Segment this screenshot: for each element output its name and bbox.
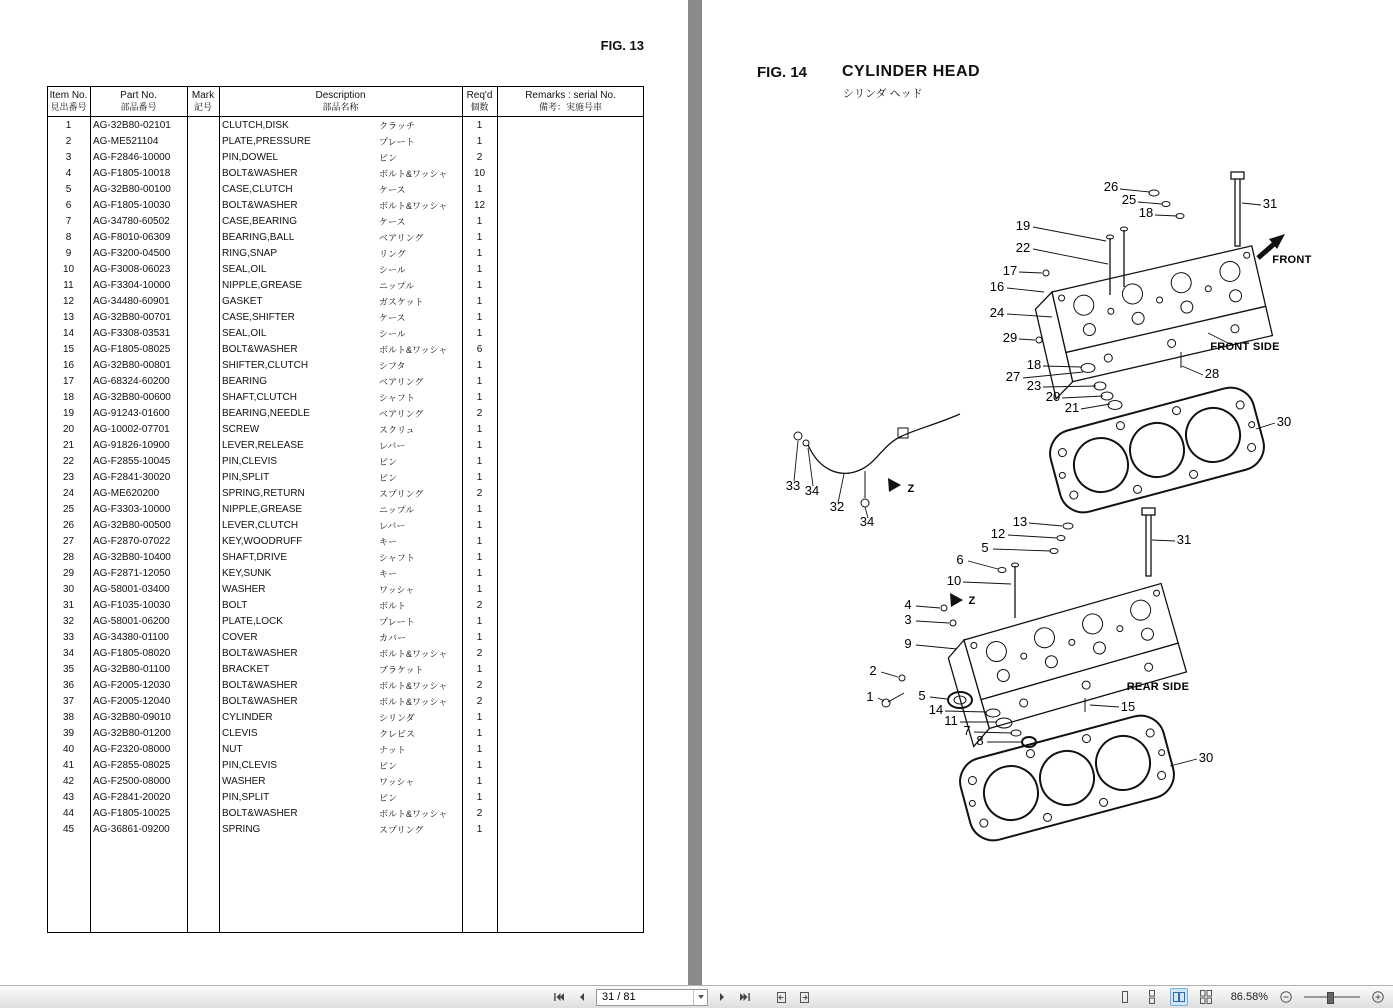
table-row: 1 AG-32B80-02101 CLUTCH,DISK クラッチ 1 — [65, 120, 483, 131]
table-row: 45 AG-36861-09200 SPRING スプリング 1 — [62, 824, 483, 835]
svg-text:FRONT: FRONT — [1272, 254, 1312, 266]
svg-text:27: 27 — [1005, 369, 1021, 384]
table-row: 2 AG-ME521104 PLATE,PRESSURE プレート 1 — [65, 136, 483, 147]
pdf-toolbar — [0, 985, 1393, 1008]
previous-view-icon — [775, 991, 788, 1004]
last-page-button[interactable] — [736, 988, 754, 1006]
table-row: 13 AG-32B80-00701 CASE,SHIFTER ケース 1 — [62, 312, 483, 323]
facing-pages-button[interactable] — [1170, 988, 1188, 1006]
svg-text:3: 3 — [904, 612, 912, 627]
header-item-no: Item No. 見出番号 — [49, 90, 88, 113]
table-row: 5 AG-32B80-00100 CASE,CLUTCH ケース 1 — [65, 184, 483, 195]
svg-text:Z: Z — [907, 483, 915, 495]
table-row: 37 AG-F2005-12040 BOLT&WASHER ボルト&ワッシャ 2 — [62, 696, 483, 707]
svg-text:32: 32 — [829, 499, 845, 514]
chevron-down-icon — [698, 995, 704, 999]
zoom-out-button[interactable] — [1277, 988, 1295, 1006]
svg-text:30: 30 — [1276, 414, 1292, 429]
z-arrow-icon — [950, 593, 963, 607]
table-row: 21 AG-91826-10900 LEVER,RELEASE レバー 1 — [62, 440, 483, 451]
next-view-button[interactable] — [795, 988, 813, 1006]
svg-text:29: 29 — [1002, 330, 1018, 345]
svg-text:REAR SIDE: REAR SIDE — [1126, 681, 1190, 693]
first-page-button[interactable] — [550, 988, 568, 1006]
page-left — [0, 0, 688, 985]
table-row: 3 AG-F2846-10000 PIN,DOWEL ピン 2 — [65, 152, 483, 163]
table-row: 14 AG-F3308-03531 SEAL,OIL シール 1 — [62, 328, 483, 339]
svg-text:31: 31 — [1262, 196, 1278, 211]
svg-text:1: 1 — [866, 689, 874, 704]
svg-text:17: 17 — [1002, 263, 1018, 278]
rear-head-gasket — [955, 710, 1180, 845]
next-page-button[interactable] — [713, 988, 731, 1006]
svg-text:11: 11 — [944, 713, 958, 728]
table-row: 7 AG-34780-60502 CASE,BEARING ケース 1 — [65, 216, 483, 227]
svg-text:Z: Z — [968, 595, 976, 607]
table-row: 40 AG-F2320-08000 NUT ナット 1 — [62, 744, 483, 755]
z-arrow-icon — [888, 478, 901, 492]
svg-text:FRONT SIDE: FRONT SIDE — [1210, 341, 1280, 353]
table-row: 17 AG-68324-60200 BEARING ベアリング 1 — [62, 376, 483, 387]
table-row: 26 AG-32B80-00500 LEVER,CLUTCH レバー 1 — [62, 520, 483, 531]
table-row: 35 AG-32B80-01100 BRACKET ブラケット 1 — [62, 664, 483, 675]
single-page-button[interactable] — [1116, 988, 1134, 1006]
front-head-block — [1033, 172, 1276, 410]
header-reqd: Req'd 個数 — [466, 90, 493, 113]
table-row: 44 AG-F1805-10025 BOLT&WASHER ボルト&ワッシャ 2 — [62, 808, 483, 819]
cylinder-head-diagram — [702, 0, 1393, 985]
table-row: 36 AG-F2005-12030 BOLT&WASHER ボルト&ワッシャ 2 — [62, 680, 483, 691]
table-row: 24 AG-ME620200 SPRING,RETURN スプリング 2 — [62, 488, 483, 499]
svg-text:19: 19 — [1015, 218, 1031, 233]
table-row: 6 AG-F1805-10030 BOLT&WASHER ボルト&ワッシャ 12 — [65, 200, 486, 211]
table-row: 30 AG-58001-03400 WASHER ワッシャ 1 — [62, 584, 483, 595]
svg-text:5: 5 — [918, 688, 926, 703]
table-row: 19 AG-91243-01600 BEARING,NEEDLE ベアリング 2 — [62, 408, 483, 419]
fig14-title-jp: シリンダ ヘッド — [843, 88, 923, 100]
table-row: 33 AG-34380-01100 COVER カバー 1 — [62, 632, 483, 643]
svg-text:34: 34 — [804, 483, 820, 498]
svg-text:8: 8 — [976, 733, 984, 748]
page-number-value: 31 / 81 — [602, 991, 636, 1003]
table-row: 15 AG-F1805-08025 BOLT&WASHER ボルト&ワッシャ 6 — [62, 344, 483, 355]
svg-text:23: 23 — [1026, 378, 1042, 393]
header-remarks: Remarks : serial No. 備考：実施号車 — [525, 90, 616, 113]
svg-text:25: 25 — [1121, 192, 1137, 207]
svg-text:26: 26 — [1103, 179, 1119, 194]
svg-text:9: 9 — [904, 636, 912, 651]
svg-text:21: 21 — [1064, 400, 1080, 415]
continuous-facing-button[interactable] — [1197, 988, 1215, 1006]
zoom-in-button[interactable] — [1369, 988, 1387, 1006]
view-and-zoom-controls — [1116, 986, 1387, 1008]
svg-text:5: 5 — [981, 540, 989, 555]
table-row: 16 AG-32B80-00801 SHIFTER,CLUTCH シフタ 1 — [62, 360, 483, 371]
svg-text:2: 2 — [869, 663, 877, 678]
table-row: 23 AG-F2841-30020 PIN,SPLIT ピン 1 — [62, 472, 483, 483]
single-page-icon — [1118, 990, 1132, 1004]
svg-text:4: 4 — [904, 597, 912, 612]
table-row: 31 AG-F1035-10030 BOLT ボルト 2 — [62, 600, 483, 611]
previous-view-button[interactable] — [772, 988, 790, 1006]
svg-text:16: 16 — [989, 279, 1005, 294]
zoom-out-icon — [1279, 990, 1293, 1004]
continuous-page-button[interactable] — [1143, 988, 1161, 1006]
svg-text:20: 20 — [1045, 389, 1061, 404]
svg-text:22: 22 — [1015, 240, 1031, 255]
table-row: 20 AG-10002-07701 SCREW スクリュ 1 — [62, 424, 483, 435]
table-row: 22 AG-F2855-10045 PIN,CLEVIS ピン 1 — [62, 456, 483, 467]
table-row: 34 AG-F1805-08020 BOLT&WASHER ボルト&ワッシャ 2 — [62, 648, 483, 659]
continuous-facing-icon — [1199, 990, 1213, 1004]
facing-pages-icon — [1172, 990, 1186, 1004]
continuous-page-icon — [1145, 990, 1159, 1004]
zoom-slider[interactable] — [1304, 990, 1360, 1004]
table-row: 28 AG-32B80-10400 SHAFT,DRIVE シャフト 1 — [62, 552, 483, 563]
next-view-icon — [798, 991, 811, 1004]
fig13-label: FIG. 13 — [600, 38, 644, 53]
svg-text:24: 24 — [989, 305, 1005, 320]
table-header — [47, 87, 644, 117]
zoom-slider-thumb[interactable] — [1327, 992, 1334, 1004]
fig14-title: CYLINDER HEAD — [842, 63, 981, 80]
table-row: 12 AG-34480-60901 GASKET ガスケット 1 — [62, 296, 483, 307]
svg-text:7: 7 — [963, 723, 971, 738]
fig14-label: FIG. 14 — [757, 64, 808, 81]
svg-text:31: 31 — [1176, 532, 1192, 547]
oil-pipe — [794, 414, 963, 607]
table-row: 11 AG-F3304-10000 NIPPLE,GREASE ニップル 1 — [63, 280, 483, 291]
svg-text:15: 15 — [1120, 699, 1136, 714]
svg-text:10: 10 — [946, 573, 962, 588]
svg-text:6: 6 — [956, 552, 964, 567]
table-row: 42 AG-F2500-08000 WASHER ワッシャ 1 — [62, 776, 483, 787]
svg-text:33: 33 — [785, 478, 801, 493]
table-row: 25 AG-F3303-10000 NIPPLE,GREASE ニップル 1 — [62, 504, 483, 515]
table-row: 4 AG-F1805-10018 BOLT&WASHER ボルト&ワッシャ 10 — [65, 168, 486, 179]
table-row: 41 AG-F2855-08025 PIN,CLEVIS ピン 1 — [62, 760, 483, 771]
svg-text:18: 18 — [1026, 357, 1042, 372]
table-row: 29 AG-F2871-12050 KEY,SUNK キー 1 — [62, 568, 483, 579]
table-row: 27 AG-F2870-07022 KEY,WOODRUFF キー 1 — [62, 536, 483, 547]
zoom-percent: 86.58% — [1230, 991, 1268, 1003]
svg-text:18: 18 — [1138, 205, 1154, 220]
next-page-icon — [716, 991, 728, 1003]
header-mark: Mark 記号 — [191, 90, 215, 113]
first-page-icon — [553, 991, 565, 1003]
svg-text:12: 12 — [990, 526, 1006, 541]
page-navigation — [550, 986, 813, 1008]
svg-text:28: 28 — [1204, 366, 1220, 381]
table-row: 32 AG-58001-06200 PLATE,LOCK プレート 1 — [62, 616, 483, 627]
table-row: 10 AG-F3008-06023 SEAL,OIL シール 1 — [62, 264, 483, 275]
svg-text:14: 14 — [928, 702, 944, 717]
table-row: 8 AG-F8010-06309 BEARING,BALL ベアリング 1 — [65, 232, 483, 243]
svg-text:30: 30 — [1198, 750, 1214, 765]
parts-table — [47, 86, 644, 933]
table-row: 18 AG-32B80-00600 SHAFT,CLUTCH シャフト 1 — [62, 392, 483, 403]
header-description: Description 部品名称 — [315, 90, 366, 113]
previous-page-button[interactable] — [573, 988, 591, 1006]
page-number-input[interactable] — [596, 989, 708, 1006]
parts-table-rows — [47, 118, 644, 838]
table-row: 39 AG-32B80-01200 CLEVIS クレビス 1 — [62, 728, 483, 739]
page-dropdown-caret[interactable] — [693, 990, 707, 1005]
table-row: 38 AG-32B80-09010 CYLINDER シリンダ 1 — [62, 712, 483, 723]
table-row: 43 AG-F2841-20020 PIN,SPLIT ピン 1 — [62, 792, 483, 803]
zoom-in-icon — [1371, 990, 1385, 1004]
header-part-no: Part No. 部品番号 — [120, 90, 157, 113]
last-page-icon — [739, 991, 751, 1003]
page-right — [702, 0, 1393, 985]
table-row: 9 AG-F3200-04500 RING,SNAP リング 1 — [65, 248, 483, 259]
svg-text:13: 13 — [1012, 514, 1028, 529]
svg-text:34: 34 — [859, 514, 875, 529]
previous-page-icon — [576, 991, 588, 1003]
